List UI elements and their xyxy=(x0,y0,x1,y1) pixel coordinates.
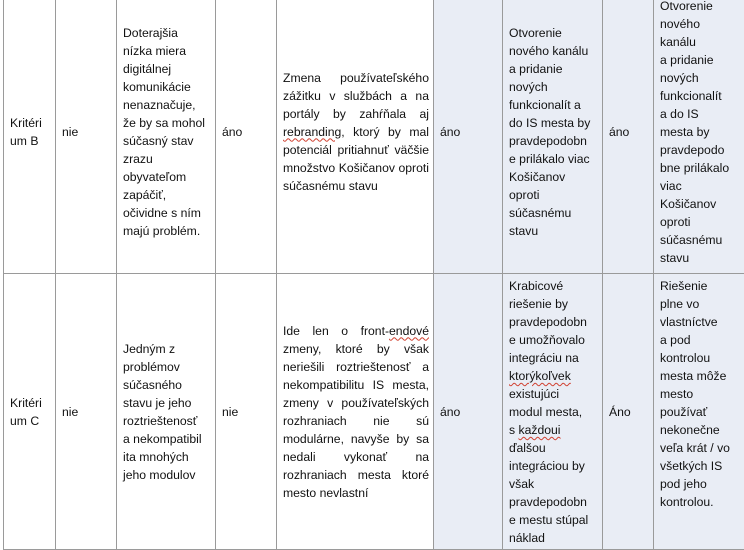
row-label: Kritéri um B xyxy=(4,0,56,274)
cell-status: áno xyxy=(216,0,277,274)
table-row-criterion-c xyxy=(4,274,744,550)
reason-text: Ide len o front-endové zmeny, ktoré by však neriešili roztrieštenosť a nekompatibilitu IS mesta, zmeny v používateľských rozhraniach nie sú modulárne, navyše by sa nedali vykonať na rozhraniach mesta ktoré mesto nevlastní xyxy=(283,322,429,502)
table-row-criterion-b xyxy=(4,0,744,274)
cell-reason: Jedným z problémov súčasného stavu je jeho roztrieštenosť a nekompatibil ita mnohých jeho modulov xyxy=(117,274,216,550)
cell-status: áno xyxy=(434,274,503,550)
cell-reason: Doterajšia nízka miera digitálnej komunikácie nenaznačuje, že by sa mohol súčasný stav zrazu obyvateľom zapáčiť, očividne s ním majú problém. xyxy=(117,0,216,274)
cell-reason: Otvorenie nového kanálu a pridanie nových funkcionalít a do IS mesta by pravdepodobn e prilákalo viac Košičanov oproti súčasnému stavu xyxy=(503,0,603,274)
cell-reason xyxy=(503,274,603,550)
cell-status: Áno xyxy=(603,274,654,550)
cell-status: nie xyxy=(56,0,117,274)
criteria-table xyxy=(3,0,744,550)
cell-status: nie xyxy=(56,274,117,550)
cell-reason: Otvorenie nového kanálu a pridanie nových funkcionalít a do IS mesta by pravdepodo bne prilákalo viac Košičanov oproti súčasnému stavu xyxy=(654,0,744,274)
cell-reason xyxy=(277,0,434,274)
reason-text: Zmena používateľského zážitku v službách a na portály by zahŕňala aj rebranding, ktorý by mal potenciál pritiahnuť väčšie množstvo Košičanov oproti súčasnému stavu xyxy=(283,69,429,195)
cell-reason xyxy=(277,274,434,550)
cell-status: nie xyxy=(216,274,277,550)
row-label: Kritéri um C xyxy=(4,274,56,550)
cell-status: áno xyxy=(434,0,503,274)
reason-text: Krabicové riešenie by pravdepodobn e umožňovalo integráciu na ktorýkoľvek existujúci modul mesta, s každoui ďalšou integráciou by však pravdepodobn e mestu stúpal náklad xyxy=(509,277,598,547)
cell-reason: Riešenie plne vo vlastníctve a pod kontrolou mesta môže mesto používať nekonečne veľa krát / vo všetkých IS pod jeho kontrolou. xyxy=(654,274,744,550)
cell-status: áno xyxy=(603,0,654,274)
